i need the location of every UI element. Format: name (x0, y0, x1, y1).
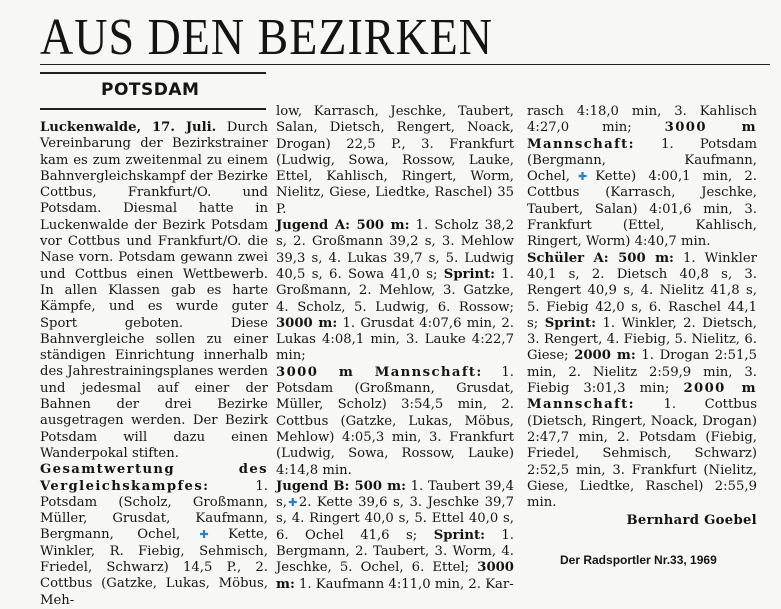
youth-b-text-b: 2. Kette 39,6 s, 3. Jeschke 39,7 s, 4. Ringert 40,0 s, 5. Ettel 40,0 s, 6. Ochel 41,6 s; (276, 495, 514, 543)
overall-label: Gesamtwertung des Vergleichskampfes: (40, 462, 268, 494)
youth-b-text-a: 1. Taubert 39,4 s, (276, 478, 515, 511)
headline: AUS DEN BEZIRKEN (40, 8, 493, 66)
pupils-team-label: 2000 m Mannschaft: (527, 381, 757, 413)
youth-b-label: Jugend B: 500 m: (276, 478, 406, 494)
pupils-sprint-text: 1. Winkler, 2. Dietsch, 3. Rengert, 4. Fiebig, 5. Nielitz, 6. Giese; (527, 315, 757, 364)
cross-mark-icon: ✚ (286, 496, 299, 510)
headline-rule (40, 64, 770, 65)
article-column-2 (276, 104, 514, 593)
youth-b-team-label: 3000 m Mannschaft: (527, 120, 757, 152)
cross-mark-icon: ✚ (569, 170, 596, 184)
youth-a-team-label: 3000 m Mannschaft: (276, 364, 483, 380)
dateline: Luckenwalde, 17. Juli. (40, 120, 217, 135)
youth-a-3000-label: 3000 m: (276, 315, 338, 331)
overall-text-b: Kette, Winkler, R. Fiebig, Sehmisch, Friedel, Schwarz) 14,5 P., 2. Cottbus (Gatzke, Lukas, Möbus, Meh- (40, 527, 268, 608)
intro-text: Durch Vereinbarung der Bezirkstrainer kam es zum zweitenmal zu einem Bahnvergleichskampf der Bezirke Cottbus, Frankfurt/O. und Potsdam. Diesmal hatte in Luckenwalde der Bezirk Potsdam vor Cottbus und Frankfurt/O. die Nase vorn. Potsdam gewann zwei und Cottbus einen Wettbewerb. In allen Klassen gab es harte Kämpfe, und es wurde guter Sport geboten. Diese Bahnvergleiche sollen zu einer ständigen Einrichtung innerhalb des Jahrestrainingsplanes werden und jedesmal auf einer der Bahnen der drei Bezirke ausgetragen werden. Der Bezirk Potsdam will dazu einen Wanderpokal stiften. (40, 120, 268, 461)
youth-b-sprint-text: 1. Bergmann, 2. Taubert, 3. Worm, 4. Jeschke, 5. Ochel, 6. Ettel; (276, 527, 514, 576)
overall-text-a: 1. Potsdam (Scholz, Großmann, Müller, Grusdat, Kaufmann, Bergmann, Ochel, (40, 478, 268, 543)
youth-b-team-text-b: Kette) 4:00,1 min, 2. Cottbus (Karrasch, Jeschke, Taubert, Salan) 4:01,6 min, 3. Frankfurt (Ettel, Kahlisch, Ringert, Worm) 4:40,7 min. (527, 169, 757, 250)
article-column-3 (527, 104, 757, 530)
article-column-1 (40, 120, 268, 609)
pupils-sprint-label: Sprint: (544, 315, 596, 331)
source-caption: Der Radsportler Nr.33, 1969 (560, 553, 717, 567)
youth-a-label: Jugend A: 500 m: (276, 218, 410, 234)
youth-a-sprint-text: 1. Großmann, 2. Mehlow, 3. Gatzke, 4. Scholz, 5. Ludwig, 6. Rossow; (276, 266, 514, 315)
pupils-team-text: 1. Cottbus (Dietsch, Ringert, Noack, Drogan) 2:47,7 min, 2. Potsdam (Fiebig, Friedel, Sehmisch, Schwarz) 2:52,5 min, 3. Frankfurt (Nielitz, Giese, Liedtke, Raschel) 2:55,9 min. (527, 397, 757, 511)
youth-a-team-text: 1. Potsdam (Großmann, Grusdat, Müller, Scholz) 3:54,5 min, 2. Cottbus (Gatzke, Lukas, Möbus, Mehlow) 4:05,3 min, 3. Frankfurt (Ludwig, Sowa, Rossow, Lauke) 4:14,8 min. (276, 364, 514, 478)
pupils-2000-label: 2000 m: (574, 348, 636, 364)
youth-b-team-text-a: 1. Potsdam (Bergmann, Kaufmann, Ochel, (527, 136, 757, 185)
section-title: POTSDAM (101, 80, 200, 100)
youth-a-text: 1. Scholz 38,2 s, 2. Großmann 39,2 s, 3. Mehlow 39,3 s, 4. Lukas 39,7 s, 5. Ludwig 40,5 s, 6. Sowa 41,0 s; (276, 218, 514, 282)
pupils-a-label: Schüler A: 500 m: (527, 250, 674, 266)
youth-b-3000-label: 3000 m: (276, 560, 514, 592)
col2-continuation: low, Karrasch, Jeschke, Taubert, Salan, Dietsch, Rengert, Noack, Drogan) 22,5 P., 3. Frankfurt (Ludwig, Sowa, Rossow, Lauke, Ettel, Kahlisch, Ringert, Worm, Nielitz, Giese, Liedtke, Raschel) 35 P. (276, 104, 514, 217)
youth-a-sprint-label: Sprint: (443, 266, 496, 282)
pupils-a-text: 1. Winkler 40,1 s, 2. Dietsch 40,8 s, 3. Rengert 40,9 s, 4. Nielitz 41,8 s, 5. Fiebig 42,0 s, 6. Raschel 44,1 s; (527, 250, 757, 331)
youth-b-3000-text: 1. Kaufmann 4:11,0 min, 2. Kar- (294, 576, 514, 592)
youth-b-sprint-label: Sprint: (433, 527, 485, 543)
youth-a-3000-text: 1. Grusdat 4:07,6 min, 2. Lukas 4:08,1 min, 3. Lauke 4:22,7 min; (276, 315, 514, 364)
cross-mark-icon: ✚ (180, 528, 229, 542)
pupils-2000-text: 1. Drogan 2:51,5 min, 2. Nielitz 2:59,9 min, 3. Fiebig 3:01,3 min; (527, 348, 757, 397)
author-byline: Bernhard Goebel (626, 513, 757, 529)
col3-continuation: rasch 4:18,0 min, 3. Kahlisch 4:27,0 min; (527, 104, 757, 136)
